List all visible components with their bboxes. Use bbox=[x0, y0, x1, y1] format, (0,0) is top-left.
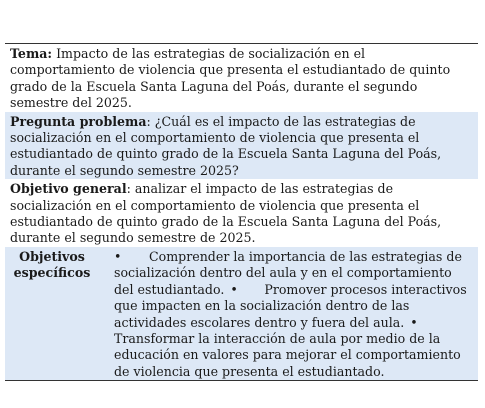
tema-label: Tema: bbox=[10, 46, 53, 61]
tema-row bbox=[5, 44, 478, 112]
objetivo-general-label: Objetivo general bbox=[10, 181, 127, 197]
bullet-icon: • bbox=[230, 281, 238, 297]
objetivo-item: Promover procesos interactivos que impacten en la socialización dentro de las actividades escolares dentro y fuera del aula. bbox=[114, 281, 467, 330]
research-summary-table bbox=[5, 43, 478, 381]
objetivos-especificos-row bbox=[5, 247, 478, 380]
pregunta-label: Pregunta problema bbox=[10, 113, 147, 129]
objetivos-especificos-label bbox=[5, 249, 97, 380]
bullet-icon: • bbox=[114, 248, 122, 264]
pregunta-text: : ¿Cuál es el impacto de las estrategias de socialización en el comportamiento de violencia que presenta el estudiantado de quinto grado de la Escuela Santa Laguna del Poás, durante el segundo semestre 2025? bbox=[10, 113, 442, 178]
objetivo-item: Transformar la interacción de aula por medio de la educación en valores para mejorar el comportamiento de violencia que presenta el estudiantado. bbox=[114, 330, 461, 379]
bullet-icon: • bbox=[410, 314, 418, 330]
tema-text: Impacto de las estrategias de socialización en el comportamiento de violencia que presenta el estudiantado de quinto grado de la Escuela Santa Laguna del Poás, durante el segundo semestre del 2025. bbox=[10, 46, 451, 111]
objetivo-item: Comprender la importancia de las estrategias de socialización dentro del aula y en el comportamiento del estudiantado. bbox=[114, 248, 462, 297]
objetivos-label-line1: Objetivos bbox=[19, 248, 85, 264]
objetivo-general-row bbox=[5, 179, 478, 247]
pregunta-row bbox=[5, 112, 478, 180]
objetivo-general-text: : analizar el impacto de las estrategias de socialización en el comportamiento de violencia que presenta el estudiantado de quinto grado de la Escuela Santa Laguna del Poás, durante el segundo semestre de 2025. bbox=[10, 181, 442, 246]
objetivos-label-line2: específicos bbox=[13, 265, 91, 281]
objetivos-especificos-list bbox=[97, 249, 478, 380]
